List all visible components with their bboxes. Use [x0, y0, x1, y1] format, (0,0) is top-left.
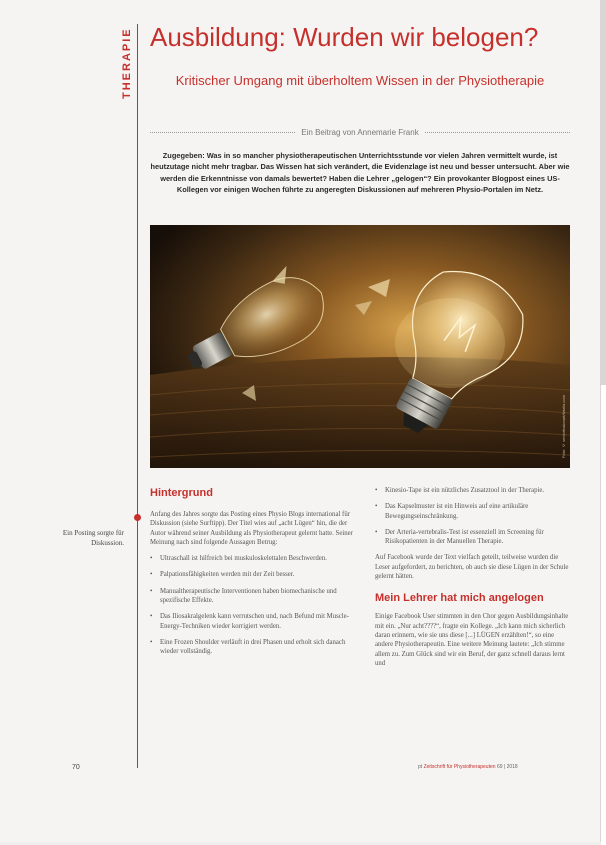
page-footer: [418, 764, 570, 770]
heading-hintergrund: Hintergrund: [150, 487, 213, 499]
section-tag: THERAPIE: [121, 27, 133, 99]
list-item: • Eine Frozen Shoulder verläuft in drei Phasen und erholt sich danach wieder vollständig.: [150, 638, 355, 657]
facebook-paragraph: Auf Facebook wurde der Text vielfach geteilt, teilweise wurden die Leser aufgefordert, zu berichten, ob auch sie diese Lügen in der Schule gelernt hätten.: [375, 554, 569, 581]
photo-credit: Foto: © vectorfusionart/fotolia.com: [561, 394, 566, 458]
lightbulb-photo: [150, 225, 570, 468]
byline-text: Ein Beitrag von Annemarie Frank: [301, 128, 419, 137]
margin-note-marker: [134, 514, 141, 521]
byline-rule-left: [150, 132, 295, 133]
list-item: • Manualtherapeutische Interventionen haben biomechanische und spezifische Effekte.: [150, 587, 355, 606]
list-item: • Ultraschall ist hilfreich bei muskuloskelettalen Beschwerden.: [150, 554, 355, 563]
byline: [150, 128, 570, 137]
reactions-paragraph: Einige Facebook User stimmten in den Chor gegen Ausbildungsinhalte mit ein. „Nur acht????“, fragte ein Kollege. „Ich kann mich sicherlich daran erinnern, wie sie uns diese [...] LÜGEN erzählten!“, so eine andere Physiotherapeutin. Eine weitere Meinung lautete: „Ich stimme allem zu. Zum Glück sind wir ein Beruf, der ganz schnell daraus lernt und: [375, 613, 569, 667]
heading-lehrer: Mein Lehrer hat mich angelogen: [375, 592, 544, 605]
background-paragraph: Anfang des Jahres sorgte das Posting eines Physio Blogs international für Diskussion (siehe Surftipp). Der Titel wies auf „acht Lügen“ hin, die der Autor während seiner Ausbildung als Physiotherapeut gelernt hatte. Seiner Meinung nach sind folgende Aussagen Betrug:: [150, 511, 353, 546]
list-item: • Der Arteria-vertebralis-Test ist essenziell im Screening für Risikopatienten in der Manuellen Therapie.: [375, 528, 570, 547]
article-intro: Zugegeben: Was in so mancher physiotherapeutischen Unterrichtsstunde vor vielen Jahren vermittelt wurde, ist heutzutage nicht mehr tragbar. Das Wissen hat sich verändert, die Evidenzlage ist neu und besser untersucht. Aber wie werden die Erkenntnisse von damals bewertet? Haben die Lehrer „gelogen“? Ein provokanter Blogpost eines US-Kollegen vor einigen Wochen führte zu angeregten Diskussionen auf mehreren Physio-Portalen im Netz.: [150, 151, 570, 194]
lightbulb-illustration: [150, 225, 570, 468]
page-number-left: 70: [72, 764, 80, 771]
margin-note: Ein Posting sorgte für Diskussion.: [62, 529, 124, 547]
section-rule: [137, 24, 138, 768]
article-subtitle: Kritischer Umgang mit überholtem Wissen in der Physiotherapie: [175, 73, 545, 88]
next-page-edge: [601, 385, 606, 845]
article-title: Ausbildung: Wurden wir belogen?: [150, 22, 539, 52]
list-item: • Das Iliosakralgelenk kann verrutschen und, nach Befund mit Muscle-Energy-Techniken wieder korrigiert werden.: [150, 612, 355, 631]
magazine-name: Zeitschrift für Physiotherapeuten: [423, 764, 496, 770]
lies-list: [150, 554, 355, 656]
list-item: • Kinesio-Tape ist ein nützliches Zusatztool in der Therapie.: [375, 486, 570, 495]
byline-rule-right: [425, 132, 570, 133]
list-item: • Palpationsfähigkeiten werden mit der Zeit besser.: [150, 570, 355, 579]
list-item: • Das Kapselmuster ist ein Hinweis auf eine artikuläre Bewegungseinschränkung.: [375, 502, 570, 521]
magazine-logo: pt: [418, 764, 423, 770]
left-column: [150, 486, 355, 664]
issue-number: 69 | 2018: [496, 764, 518, 770]
lies-list-continued: [375, 486, 570, 546]
right-column: [375, 486, 570, 675]
